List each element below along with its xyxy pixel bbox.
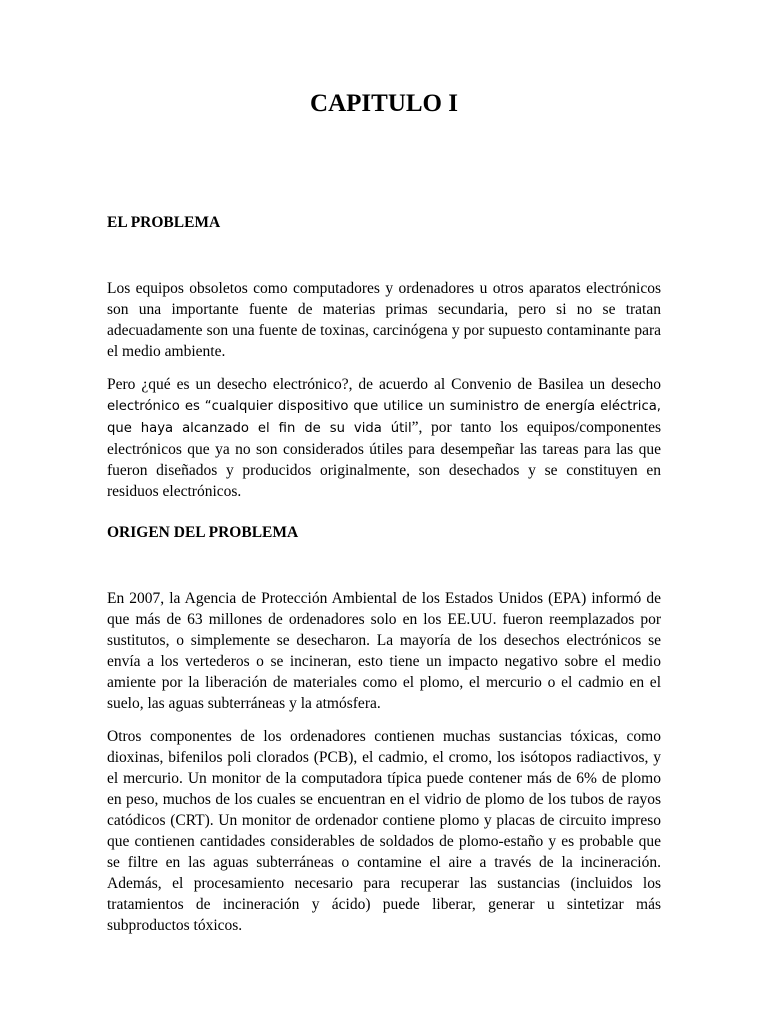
paragraph-desecho-electronico: [107, 374, 661, 502]
chapter-title: CAPITULO I: [310, 90, 458, 117]
paragraph-part-after: ”, por tanto los equipos/componentes electrónicos que ya no son considerados útiles para desempeñar las tareas para las que fueron diseñados y producidos originalmente, son desechados y se constituyen en residuos electrónicos.: [107, 419, 662, 500]
paragraph-quote-convenio: electrónico es “cualquier dispositivo que utilice un suministro de energía eléctrica, que haya alcanzado el fin de su vida útil: [107, 399, 661, 436]
paragraph-sustancias-toxicas: Otros componentes de los ordenadores contienen muchas sustancias tóxicas, como dioxinas, bifenilos poli clorados (PCB), el cadmio, el cromo, los isótopos radiactivos, y el mercurio. Un monitor de la computadora típica puede contener más de 6% de plomo en peso, muchos de los cuales se encuentran en el vidrio de plomo de los tubos de rayos catódicos (CRT). Un monitor de ordenador contiene plomo y placas de circuito impreso que contienen cantidades considerables de soldados de plomo-estaño y es probable que se filtre en las aguas subterráneas o contamine el aire a través de la incineración. Además, el procesamiento necesario para recuperar las sustancias (incluidos los tratamientos de incineración y ácido) puede liberar, generar u sintetizar más subproductos tóxicos.: [107, 728, 661, 934]
paragraph-equipos-obsoletos: Los equipos obsoletos como computadores y ordenadores u otros aparatos electrónicos son una importante fuente de materias primas secundaria, pero si no se tratan adecuadamente son una fuente de toxinas, carcinógena y por supuesto contaminante para el medio ambiente.: [107, 280, 661, 360]
paragraph-epa-2007: En 2007, la Agencia de Protección Ambiental de los Estados Unidos (EPA) informó de que más de 63 millones de ordenadores solo en los EE.UU. fueron reemplazados por sustitutos, o simplemente se desecharon. La mayoría de los desechos electrónicos se envía a los vertederos o se incineran, esto tiene un impacto negativo sobre el medio amiente por la liberación de materiales como el plomo, el mercurio o el cadmio en el suelo, las aguas subterráneas y la atmósfera.: [107, 590, 661, 712]
section-heading-el-problema: EL PROBLEMA: [107, 214, 221, 231]
section-heading-origen-del-problema: ORIGEN DEL PROBLEMA: [107, 524, 299, 541]
paragraph-part-before: Pero ¿qué es un desecho electrónico?, de acuerdo al Convenio de Basilea un desecho: [107, 376, 661, 393]
